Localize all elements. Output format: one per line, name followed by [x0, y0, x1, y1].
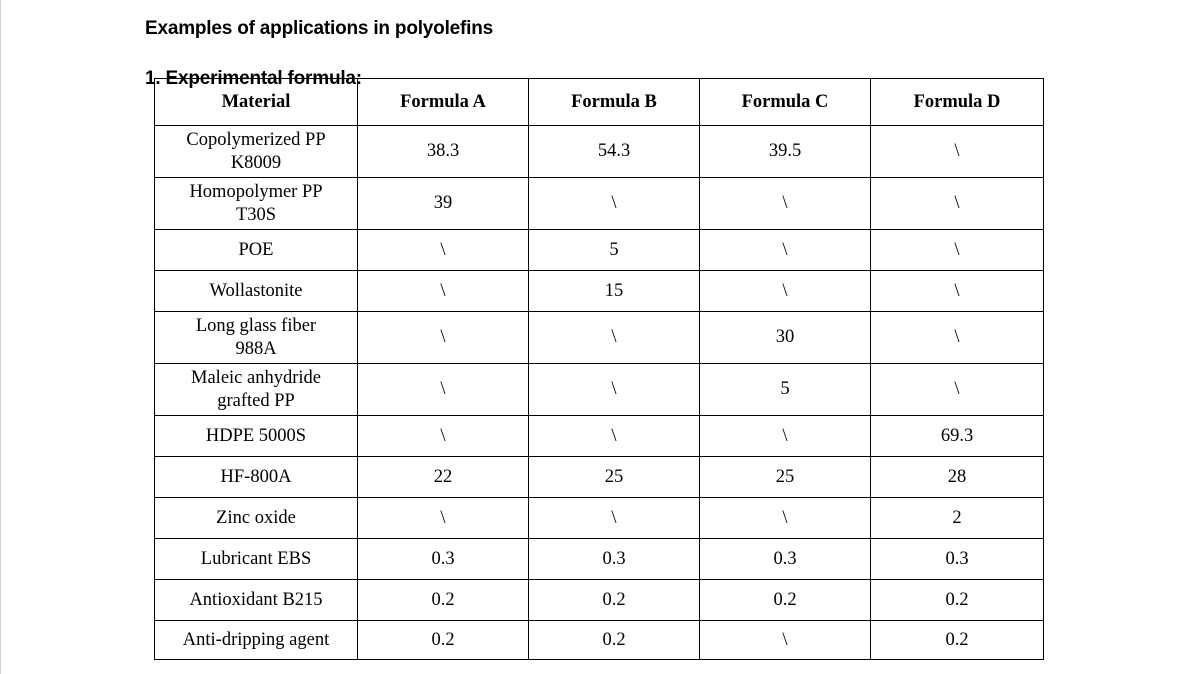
formula-a-value: 39: [358, 178, 529, 230]
table-row: [155, 621, 1044, 660]
formula-c-value: \: [700, 230, 871, 271]
formula-a-value: \: [358, 498, 529, 539]
formula-a-value: 0.2: [358, 580, 529, 621]
material-name: Maleic anhydride: [191, 367, 321, 388]
formula-c-value: 39.5: [700, 126, 871, 178]
material-name: Homopolymer PP: [189, 181, 323, 202]
formula-d-value: \: [871, 312, 1044, 364]
formula-b-value: \: [529, 416, 700, 457]
header-row: [155, 79, 1044, 126]
formula-table: [154, 78, 1044, 660]
formula-b-value: 15: [529, 271, 700, 312]
formula-d-value: \: [871, 126, 1044, 178]
formula-c-value: \: [700, 621, 871, 660]
formula-d-value: \: [871, 178, 1044, 230]
material-grade: K8009: [230, 152, 282, 173]
formula-a-value: 0.3: [358, 539, 529, 580]
table-row: [155, 178, 1044, 230]
header-formula-a: Formula A: [358, 79, 529, 126]
material-cell: [155, 312, 358, 364]
formula-c-value: \: [700, 271, 871, 312]
material-name: Copolymerized PP: [186, 129, 326, 150]
material-cell: HDPE 5000S: [155, 416, 358, 457]
formula-c-value: 0.3: [700, 539, 871, 580]
table-row: [155, 126, 1044, 178]
formula-d-value: \: [871, 271, 1044, 312]
material-cell: [155, 364, 358, 416]
header-material: Material: [155, 79, 358, 126]
formula-d-value: 28: [871, 457, 1044, 498]
formula-a-value: 22: [358, 457, 529, 498]
material-cell: [155, 178, 358, 230]
formula-c-value: 30: [700, 312, 871, 364]
table-row: [155, 312, 1044, 364]
table-row: [155, 271, 1044, 312]
material-cell: POE: [155, 230, 358, 271]
formula-b-value: \: [529, 178, 700, 230]
formula-c-value: 0.2: [700, 580, 871, 621]
formula-c-value: \: [700, 498, 871, 539]
formula-a-value: \: [358, 416, 529, 457]
formula-b-value: 0.3: [529, 539, 700, 580]
material-grade: 988A: [235, 338, 277, 359]
table-row: [155, 416, 1044, 457]
material-cell: Lubricant EBS: [155, 539, 358, 580]
formula-a-value: \: [358, 230, 529, 271]
table-header: [155, 79, 1044, 126]
formula-b-value: 54.3: [529, 126, 700, 178]
header-formula-b: Formula B: [529, 79, 700, 126]
material-cell: HF-800A: [155, 457, 358, 498]
formula-a-value: \: [358, 364, 529, 416]
material-grade: grafted PP: [217, 390, 295, 411]
material-grade: T30S: [235, 204, 277, 225]
formula-d-value: 0.2: [871, 580, 1044, 621]
formula-b-value: 25: [529, 457, 700, 498]
section-heading: 1. Experimental formula:: [145, 67, 362, 89]
formula-a-value: 38.3: [358, 126, 529, 178]
formula-c-value: \: [700, 416, 871, 457]
formula-a-value: \: [358, 271, 529, 312]
table-row: [155, 457, 1044, 498]
formula-c-value: 5: [700, 364, 871, 416]
formula-d-value: 2: [871, 498, 1044, 539]
table-row: [155, 230, 1044, 271]
formula-d-value: 0.3: [871, 539, 1044, 580]
formula-c-value: 25: [700, 457, 871, 498]
formula-d-value: \: [871, 364, 1044, 416]
formula-b-value: \: [529, 364, 700, 416]
table-row: [155, 539, 1044, 580]
material-name: Long glass fiber: [195, 315, 317, 336]
formula-b-value: \: [529, 498, 700, 539]
formula-b-value: 5: [529, 230, 700, 271]
formula-d-value: 0.2: [871, 621, 1044, 660]
formula-b-value: 0.2: [529, 621, 700, 660]
formula-a-value: 0.2: [358, 621, 529, 660]
formula-a-value: \: [358, 312, 529, 364]
table-row: [155, 580, 1044, 621]
formula-c-value: \: [700, 178, 871, 230]
material-cell: Zinc oxide: [155, 498, 358, 539]
formula-b-value: 0.2: [529, 580, 700, 621]
header-formula-c: Formula C: [700, 79, 871, 126]
formula-d-value: 69.3: [871, 416, 1044, 457]
header-formula-d: Formula D: [871, 79, 1044, 126]
table-row: [155, 498, 1044, 539]
material-cell: Anti-dripping agent: [155, 621, 358, 660]
table-body: [155, 126, 1044, 660]
material-cell: Wollastonite: [155, 271, 358, 312]
formula-b-value: \: [529, 312, 700, 364]
material-cell: [155, 126, 358, 178]
table-row: [155, 364, 1044, 416]
material-cell: Antioxidant B215: [155, 580, 358, 621]
page-left-border: [0, 0, 1, 674]
page-title: Examples of applications in polyolefins: [145, 17, 493, 39]
formula-d-value: \: [871, 230, 1044, 271]
